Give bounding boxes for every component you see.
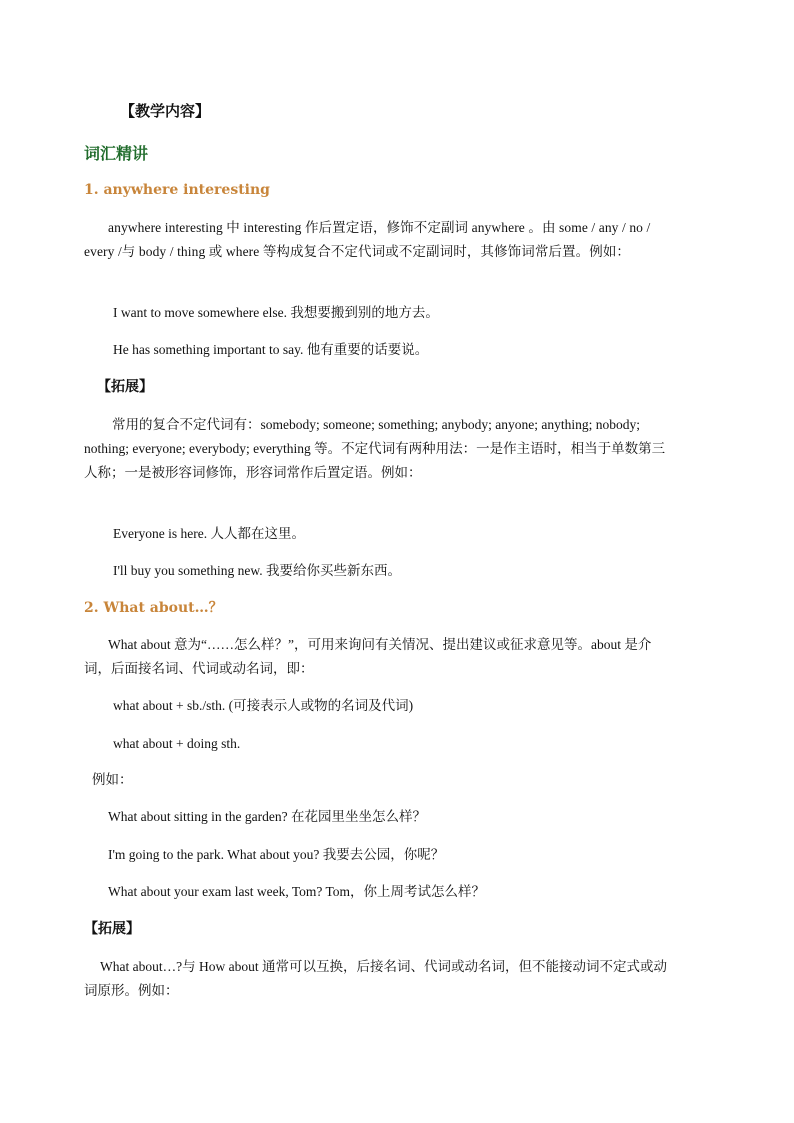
item1-paragraph: anywhere interesting 中 interesting 作后置定语，修饰不定副词 anywhere 。由 some / any / no / every /与 body / thing 或 where 等构成复合不定代词或不定副词时，其修饰词常后置。例如： [84, 220, 651, 259]
teaching-content-heading: 【教学内容】 [120, 102, 211, 120]
item1-heading: 1. anywhere interesting [84, 182, 270, 198]
item1-example-4: I'll buy you something new. 我要给你买些新东西。 [113, 563, 402, 578]
section-title: 词汇精讲 [84, 144, 149, 163]
item1-example-2: He has something important to say. 他有重要的话要说。 [113, 342, 429, 357]
item2-example-1: What about sitting in the garden? 在花园里坐坐怎么样？ [108, 809, 426, 824]
item1-extension-paragraph: 常用的复合不定代词有：somebody; someone; something; anybody; anyone; anything; nobody; nothing; everyone; everybody; everything 等。不定代词有两种用法：一是作主语时，相当于单数第三人称；一是被形容词修饰，形容词常作后置定语。例如： [84, 417, 666, 480]
item2-example-2: I'm going to the park. What about you? 我要去公园，你呢？ [108, 847, 445, 862]
item2-formula-2: what about + doing sth. [113, 736, 241, 751]
item1-example-3: Everyone is here. 人人都在这里。 [113, 526, 305, 541]
item1-example-1: I want to move somewhere else. 我想要搬到别的地方去。 [113, 305, 439, 320]
item2-formula-1: what about + sb./sth. (可接表示人或物的名词及代词) [113, 698, 414, 713]
item1-extension-label: 【拓展】 [97, 379, 153, 395]
item2-heading: 2. What about…？ [84, 600, 223, 616]
item2-example-3: What about your exam last week, Tom? Tom，你上周考试怎么样？ [108, 884, 486, 899]
item2-example-label: 例如： [92, 772, 133, 787]
item2-extension-label: 【拓展】 [84, 921, 140, 937]
item2-paragraph: What about 意为“……怎么样？”，可用来询问有关情况、提出建议或征求意见等。about 是介词，后面接名词、代词或动名词，即： [84, 637, 652, 676]
item2-extension-paragraph: What about…?与 How about 通常可以互换，后接名词、代词或动名词，但不能接动词不定式或动词原形。例如： [84, 959, 667, 998]
